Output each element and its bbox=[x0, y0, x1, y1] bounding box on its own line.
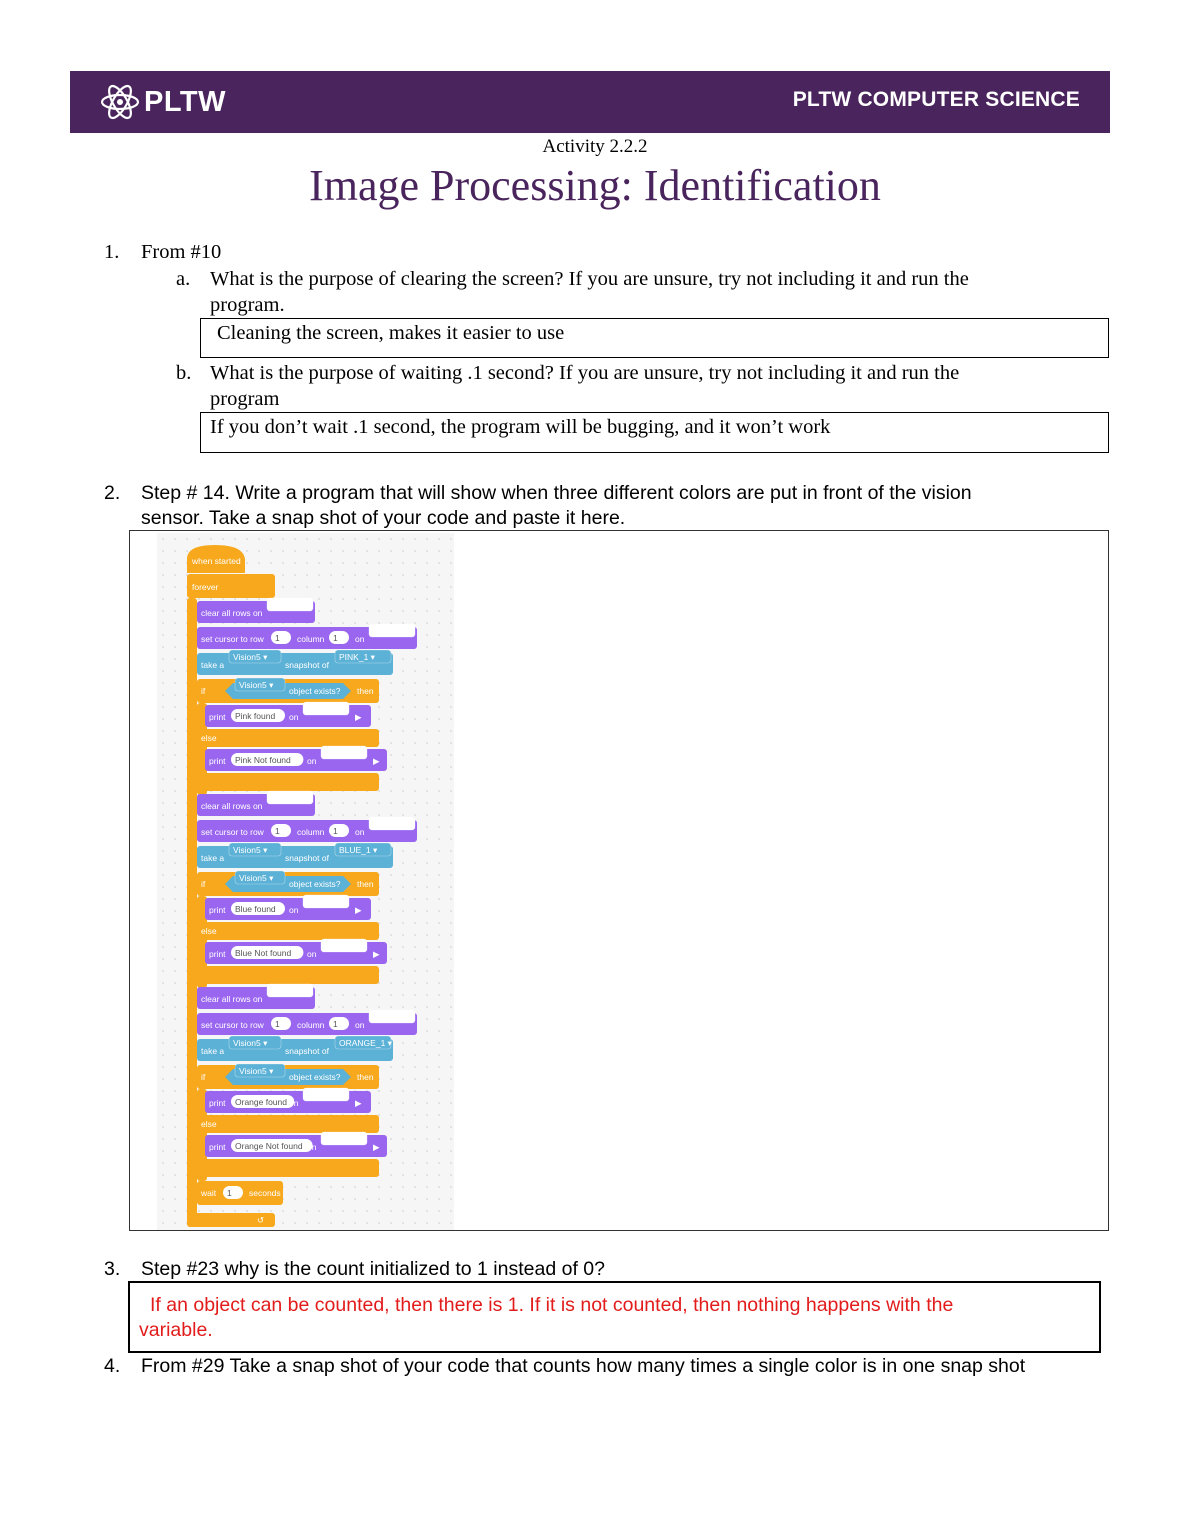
group-1-else-block[interactable] bbox=[197, 729, 379, 747]
group-1-row-value-bg[interactable] bbox=[271, 631, 291, 644]
group-1-if-end[interactable] bbox=[197, 773, 379, 791]
group-1-not-found-brain: Brain ▾ bbox=[325, 748, 352, 758]
group-3-else-block[interactable] bbox=[197, 1115, 379, 1133]
group-3-found-arrow-icon: ▶ bbox=[355, 1098, 362, 1108]
group-1-cond-vision: Vision5 ▾ bbox=[239, 680, 274, 690]
q2-line1: Step # 14. Write a program that will show when three different colors are put in front of the vision bbox=[141, 482, 972, 504]
group-2-found-arrow-icon: ▶ bbox=[355, 905, 362, 915]
group-1-found-arrow-icon: ▶ bbox=[355, 712, 362, 722]
group-3-print-not-found-label: print bbox=[209, 1142, 226, 1152]
group-1-not-found-arrow-icon: ▶ bbox=[373, 756, 380, 766]
group-1-else-label: else bbox=[201, 733, 217, 743]
group-3-take-vision: Vision5 ▾ bbox=[233, 1038, 268, 1048]
group-3-not-found-brain: Brain ▾ bbox=[325, 1134, 352, 1144]
when-started-label: when started bbox=[192, 556, 241, 566]
group-2-column-value-bg[interactable] bbox=[329, 824, 349, 837]
group-3-on-label: on bbox=[355, 1020, 365, 1030]
group-2-not-found-text: Blue Not found bbox=[235, 948, 292, 958]
q1a-answer-box[interactable] bbox=[200, 318, 1109, 358]
group-3-cursor-brain: Brain ▾ bbox=[373, 1012, 400, 1022]
banner-title: PLTW COMPUTER SCIENCE bbox=[792, 88, 1080, 111]
q1b-letter: b. bbox=[176, 362, 192, 384]
group-2-else-label: else bbox=[201, 926, 217, 936]
q4-number: 4. bbox=[104, 1355, 121, 1377]
group-3-cond-vision: Vision5 ▾ bbox=[239, 1066, 274, 1076]
group-2-not-found-brain: Brain ▾ bbox=[325, 941, 352, 951]
group-2-print-found-label: print bbox=[209, 905, 226, 915]
group-3-snapshot-name: ORANGE_1 ▾ bbox=[339, 1038, 392, 1048]
group-2-cond-vision: Vision5 ▾ bbox=[239, 873, 274, 883]
q1a-line1: What is the purpose of clearing the screen? If you are unsure, try not including it and run the bbox=[210, 268, 969, 290]
q1b-line2: program bbox=[210, 388, 280, 410]
group-2-snapshot-of-label: snapshot of bbox=[285, 853, 329, 863]
forever-label: forever bbox=[192, 582, 219, 592]
group-3-found-brain: Brain ▾ bbox=[307, 1090, 334, 1100]
atom-icon bbox=[100, 81, 140, 123]
group-1-column-value-bg[interactable] bbox=[329, 631, 349, 644]
group-2-row-value: 1 bbox=[275, 826, 280, 836]
group-3-snapshot-of-label: snapshot of bbox=[285, 1046, 329, 1056]
group-2-cursor-brain: Brain ▾ bbox=[373, 819, 400, 829]
q1a-letter: a. bbox=[176, 268, 191, 290]
seconds-label: seconds bbox=[249, 1188, 281, 1198]
group-1-found-brain: Brain ▾ bbox=[307, 704, 334, 714]
q1-text: From #10 bbox=[141, 241, 222, 263]
group-2-clear-label: clear all rows on bbox=[201, 801, 263, 811]
group-2-row-value-bg[interactable] bbox=[271, 824, 291, 837]
activity-number: Activity 2.2.2 bbox=[542, 136, 648, 157]
group-1-not-found-on-label: on bbox=[307, 756, 317, 766]
q1b-line1: What is the purpose of waiting .1 second? If you are unsure, try not including it and run the bbox=[210, 362, 960, 384]
group-2-found-text: Blue found bbox=[235, 904, 276, 914]
group-3-print-found-label: print bbox=[209, 1098, 226, 1108]
group-2-column-value: 1 bbox=[333, 826, 338, 836]
header-banner bbox=[70, 71, 1110, 133]
group-3-clear-brain: Brain ▾ bbox=[271, 986, 298, 996]
group-2-found-on-label: on bbox=[289, 905, 299, 915]
group-2-not-found-on-label: on bbox=[307, 949, 317, 959]
group-2-take-vision: Vision5 ▾ bbox=[233, 845, 268, 855]
group-3-column-label: column bbox=[297, 1020, 325, 1030]
q1-number: 1. bbox=[104, 241, 120, 263]
wait-value-bg[interactable] bbox=[223, 1186, 243, 1199]
group-3-object-exists-label: object exists? bbox=[289, 1072, 341, 1082]
q1a-answer: Cleaning the screen, makes it easier to use bbox=[217, 322, 565, 344]
group-2-if-end[interactable] bbox=[197, 966, 379, 984]
q2-number: 2. bbox=[104, 482, 121, 504]
q3-number: 3. bbox=[104, 1258, 121, 1280]
group-1-if-label: if bbox=[201, 686, 206, 696]
group-3-take-label: take a bbox=[201, 1046, 225, 1056]
group-1-found-text: Pink found bbox=[235, 711, 276, 721]
group-1-clear-label: clear all rows on bbox=[201, 608, 263, 618]
loop-arrow-icon: ↺ bbox=[257, 1215, 265, 1225]
group-3-then-label: then bbox=[357, 1072, 374, 1082]
group-1-column-label: column bbox=[297, 634, 325, 644]
group-3-row-value-bg[interactable] bbox=[271, 1017, 291, 1030]
logo-text: PLTW bbox=[144, 85, 226, 118]
group-1-found-on-label: on bbox=[289, 712, 299, 722]
page-title: Image Processing: Identification bbox=[309, 161, 881, 210]
pltw-logo bbox=[100, 81, 240, 123]
group-2-object-exists-label: object exists? bbox=[289, 879, 341, 889]
group-2-snapshot-name: BLUE_1 ▾ bbox=[339, 845, 378, 855]
group-3-if-end[interactable] bbox=[197, 1159, 379, 1177]
group-3-column-value-bg[interactable] bbox=[329, 1017, 349, 1030]
group-3-not-found-arrow-icon: ▶ bbox=[373, 1142, 380, 1152]
group-2-take-label: take a bbox=[201, 853, 225, 863]
q1b-answer: If you don’t wait .1 second, the program will be bugging, and it won’t work bbox=[210, 416, 831, 438]
group-3-set-cursor-label: set cursor to row bbox=[201, 1020, 264, 1030]
group-1-print-not-found-label: print bbox=[209, 756, 226, 766]
group-1-row-value: 1 bbox=[275, 633, 280, 643]
q1a-line2: program. bbox=[210, 294, 285, 316]
group-2-print-not-found-label: print bbox=[209, 949, 226, 959]
group-3-row-value: 1 bbox=[275, 1019, 280, 1029]
group-3-clear-label: clear all rows on bbox=[201, 994, 263, 1004]
q2-line2: sensor. Take a snap shot of your code and paste it here. bbox=[141, 507, 626, 529]
code-snapshot bbox=[157, 533, 454, 1230]
group-3-column-value: 1 bbox=[333, 1019, 338, 1029]
group-2-if-label: if bbox=[201, 879, 206, 889]
group-2-clear-brain: Brain ▾ bbox=[271, 793, 298, 803]
group-1-column-value: 1 bbox=[333, 633, 338, 643]
group-2-not-found-arrow-icon: ▶ bbox=[373, 949, 380, 959]
group-1-print-found-label: print bbox=[209, 712, 226, 722]
group-3-found-text: Orange found bbox=[235, 1097, 287, 1107]
group-2-set-cursor-label: set cursor to row bbox=[201, 827, 264, 837]
group-2-column-label: column bbox=[297, 827, 325, 837]
group-3-not-found-on-label: on bbox=[307, 1142, 317, 1152]
group-2-found-brain: Brain ▾ bbox=[307, 897, 334, 907]
group-1-on-label: on bbox=[355, 634, 365, 644]
forever-arm[interactable] bbox=[187, 598, 197, 1226]
group-1-snapshot-of-label: snapshot of bbox=[285, 660, 329, 670]
group-1-not-found-text: Pink Not found bbox=[235, 755, 291, 765]
group-1-then-label: then bbox=[357, 686, 374, 696]
q3-answer-line2: variable. bbox=[139, 1319, 213, 1341]
group-1-snapshot-name: PINK_1 ▾ bbox=[339, 652, 375, 662]
group-3-found-on-label: on bbox=[289, 1098, 299, 1108]
group-1-set-cursor-label: set cursor to row bbox=[201, 634, 264, 644]
q4-text: From #29 Take a snap shot of your code that counts how many times a single color is in one snap shot bbox=[141, 1355, 1026, 1377]
group-3-not-found-text: Orange Not found bbox=[235, 1141, 303, 1151]
group-2-then-label: then bbox=[357, 879, 374, 889]
wait-value: 1 bbox=[227, 1188, 232, 1198]
group-2-on-label: on bbox=[355, 827, 365, 837]
q3-text: Step #23 why is the count initialized to 1 instead of 0? bbox=[141, 1258, 605, 1280]
wait-label: wait bbox=[201, 1188, 217, 1198]
group-1-take-vision: Vision5 ▾ bbox=[233, 652, 268, 662]
group-1-clear-brain: Brain ▾ bbox=[271, 600, 298, 610]
group-1-object-exists-label: object exists? bbox=[289, 686, 341, 696]
q3-answer-line1: If an object can be counted, then there is 1. If it is not counted, then nothing happens with the bbox=[150, 1294, 954, 1316]
q1b-answer-box[interactable] bbox=[200, 412, 1109, 453]
group-3-else-label: else bbox=[201, 1119, 217, 1129]
group-1-take-label: take a bbox=[201, 660, 225, 670]
group-2-else-block[interactable] bbox=[197, 922, 379, 940]
group-3-if-label: if bbox=[201, 1072, 206, 1082]
group-1-cursor-brain: Brain ▾ bbox=[373, 626, 400, 636]
